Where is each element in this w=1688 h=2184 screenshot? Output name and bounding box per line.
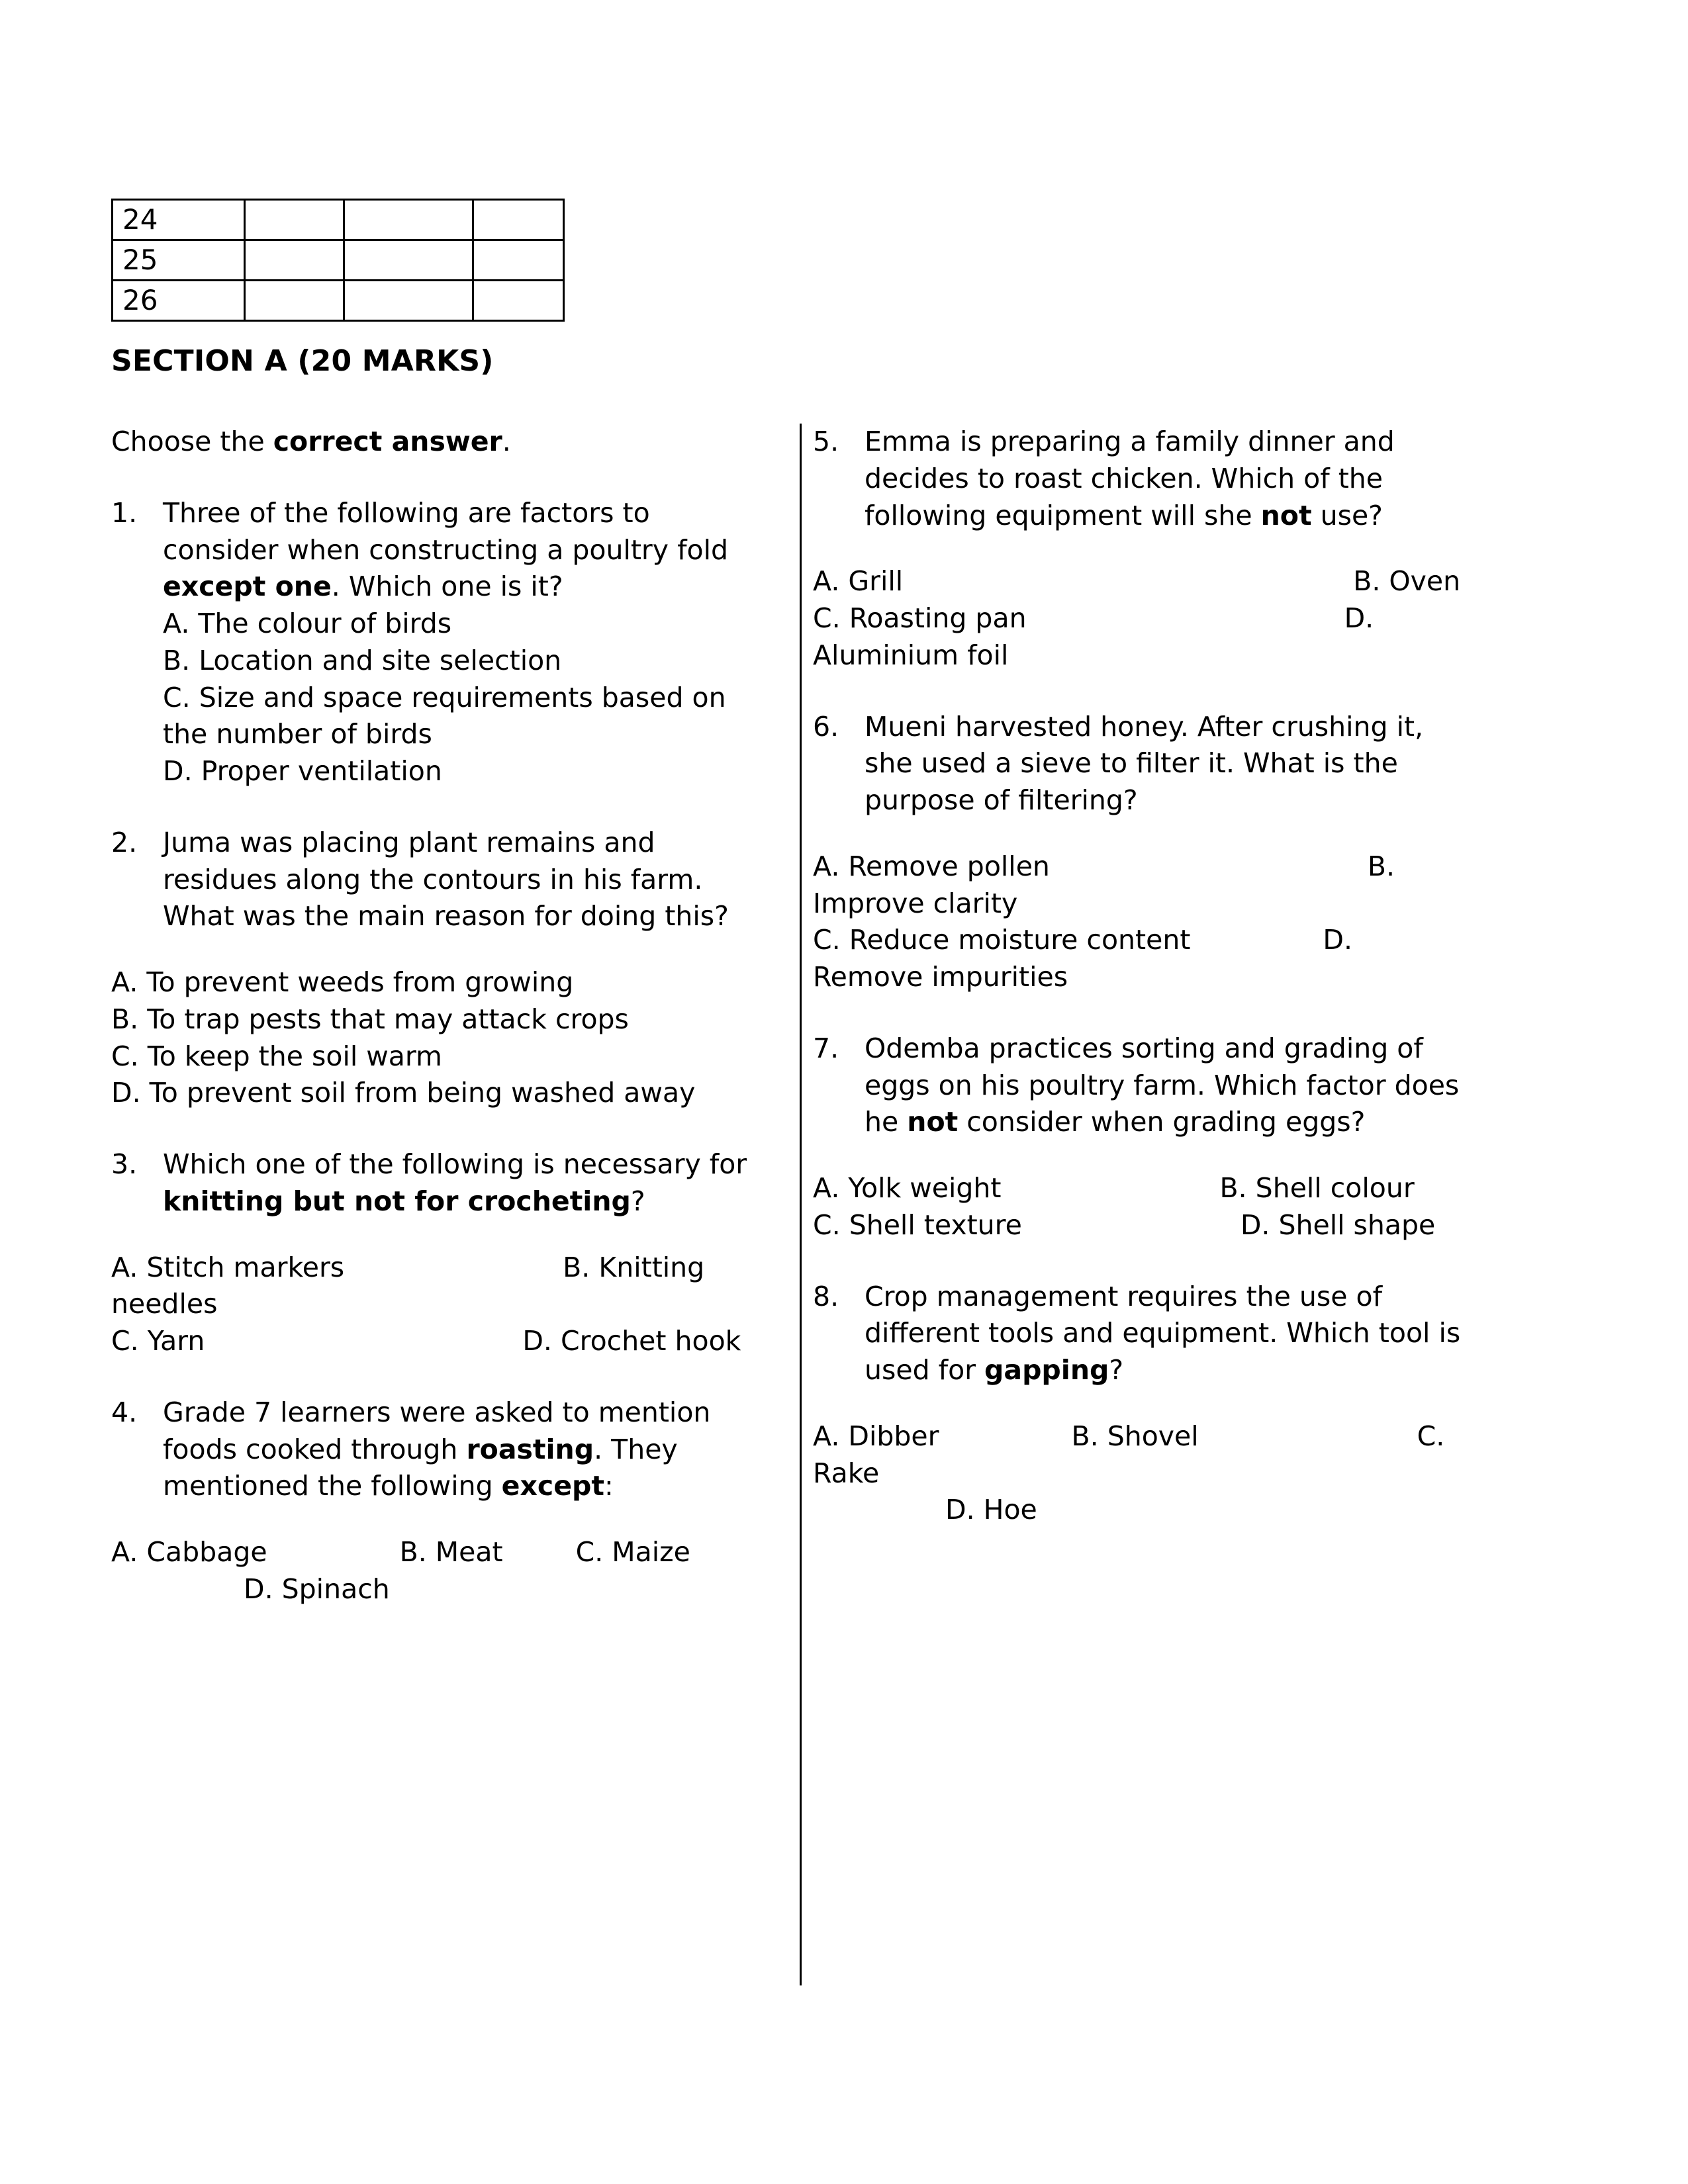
question-7 xyxy=(813,1030,1462,1244)
question-7-text-part2: consider when grading eggs? xyxy=(958,1106,1366,1138)
option-b[interactable]: B. Shell colour xyxy=(1219,1172,1415,1204)
question-6-options xyxy=(813,848,1462,996)
section-heading: SECTION A (20 MARKS) xyxy=(111,344,494,378)
option-row-cd xyxy=(813,922,1462,996)
option-row-ab xyxy=(813,848,1462,923)
column-divider xyxy=(800,424,802,1985)
table-cell-blank[interactable] xyxy=(245,240,344,281)
question-3-text-part1: Which one of the following is necessary for xyxy=(163,1148,747,1180)
option-c[interactable]: C. Shell texture xyxy=(813,1208,1022,1241)
question-6-number: 6. xyxy=(813,710,839,743)
question-5-text-part2: use? xyxy=(1311,499,1383,531)
question-4-text-part1: Grade 7 learners were asked to mention foods cooked through xyxy=(163,1396,711,1465)
option-d[interactable]: D. Hoe xyxy=(945,1494,1037,1526)
option-a[interactable]: A. Cabbage xyxy=(111,1536,267,1568)
option-d[interactable]: D. To prevent soil from being washed away xyxy=(111,1077,696,1109)
question-2-head xyxy=(111,825,767,935)
question-3-options xyxy=(111,1250,767,1360)
question-5 xyxy=(813,424,1462,674)
table-cell-blank[interactable] xyxy=(344,281,473,321)
table-cell-number[interactable]: 26 xyxy=(113,281,245,321)
option-b[interactable]: B. To trap pests that may attack crops xyxy=(111,1003,629,1035)
question-8-options xyxy=(813,1418,1462,1529)
option-b[interactable]: B. Shovel xyxy=(1071,1420,1199,1452)
question-4 xyxy=(111,1394,767,1608)
question-8-text-part2: ? xyxy=(1109,1354,1124,1386)
option-b[interactable]: B. Knitting needles xyxy=(111,1251,705,1320)
question-3-text-part2: ? xyxy=(630,1185,645,1217)
option-c[interactable]: C. Rake xyxy=(813,1420,1445,1489)
option-a[interactable]: A. Remove pollen xyxy=(813,850,1050,882)
option-c[interactable]: C. Roasting pan xyxy=(813,602,1027,634)
option-b[interactable]: B. Improve clarity xyxy=(813,850,1395,919)
question-8-head xyxy=(813,1279,1462,1389)
question-7-text xyxy=(865,1030,1462,1141)
option-row-ab xyxy=(813,1170,1462,1207)
option-d[interactable]: D. Aluminium foil xyxy=(813,602,1374,671)
option-c[interactable]: C. Yarn xyxy=(111,1325,205,1357)
question-3 xyxy=(111,1146,767,1360)
question-4-options xyxy=(111,1534,767,1608)
option-row-cd xyxy=(813,600,1462,674)
table-cell-blank[interactable] xyxy=(473,281,564,321)
table-cell-number[interactable]: 25 xyxy=(113,240,245,281)
question-2-options xyxy=(111,964,767,1112)
table-cell-blank[interactable] xyxy=(473,240,564,281)
answer-grid-table xyxy=(111,199,565,322)
option-row-d xyxy=(813,1492,1462,1529)
table-cell-blank[interactable] xyxy=(245,281,344,321)
question-8 xyxy=(813,1279,1462,1529)
option-a[interactable]: A. Yolk weight xyxy=(813,1172,1002,1204)
question-1-number: 1. xyxy=(111,496,138,529)
table-cell-blank[interactable] xyxy=(245,200,344,240)
option-a[interactable]: A. To prevent weeds from growing xyxy=(111,966,574,998)
left-column xyxy=(111,424,767,1608)
question-1-options xyxy=(163,606,767,790)
question-7-text-emphasis: not xyxy=(907,1106,959,1138)
option-d[interactable]: D. Spinach xyxy=(244,1572,390,1605)
instruction-suffix: . xyxy=(502,426,511,457)
option-d[interactable]: D. Crochet hook xyxy=(522,1325,741,1357)
option-b[interactable]: B. Oven xyxy=(1353,565,1461,598)
question-3-text xyxy=(163,1146,767,1220)
option-c[interactable]: C. Reduce moisture content xyxy=(813,924,1191,956)
option-d[interactable]: D. Remove impurities xyxy=(813,924,1353,993)
option-row-cd xyxy=(813,1207,1462,1244)
instruction-bold: correct answer xyxy=(273,426,502,457)
option-a[interactable]: A. The colour of birds xyxy=(163,608,452,639)
question-2 xyxy=(111,825,767,1112)
question-1-head xyxy=(111,495,767,606)
question-2-number: 2. xyxy=(111,826,138,858)
question-4-text xyxy=(163,1394,767,1505)
option-d[interactable]: D. Proper ventilation xyxy=(163,755,442,787)
question-5-text-part1: Emma is preparing a family dinner and decides to roast chicken. Which of the following equipment will she xyxy=(865,426,1395,531)
question-6-head xyxy=(813,709,1462,819)
question-4-text-emphasis1: roasting xyxy=(466,1433,594,1465)
question-8-text-part1: Crop management requires the use of different tools and equipment. Which tool is used for xyxy=(865,1280,1461,1386)
option-row-abc xyxy=(813,1418,1462,1492)
option-a[interactable]: A. Grill xyxy=(813,565,904,598)
question-1-text-emphasis: except one xyxy=(163,570,332,603)
question-3-number: 3. xyxy=(111,1148,138,1180)
question-2-text: Juma was placing plant remains and residues along the contours in his farm. What was the main reason for doing this? xyxy=(163,826,729,933)
option-row-abc xyxy=(111,1534,767,1571)
question-4-text-part3: : xyxy=(604,1470,614,1502)
question-1-text-part2: . Which one is it? xyxy=(331,570,563,603)
option-b[interactable]: B. Location and site selection xyxy=(163,644,562,676)
question-5-text-emphasis: not xyxy=(1260,499,1312,531)
question-4-text-emphasis2: except xyxy=(501,1470,604,1502)
question-5-number: 5. xyxy=(813,426,839,457)
question-7-head xyxy=(813,1030,1462,1141)
instruction-prefix: Choose the xyxy=(111,426,273,457)
table-cell-blank[interactable] xyxy=(473,200,564,240)
option-a[interactable]: A. Dibber xyxy=(813,1420,939,1452)
question-5-head xyxy=(813,424,1462,534)
table-row xyxy=(113,281,564,321)
question-5-text xyxy=(865,424,1462,534)
option-row-cd xyxy=(111,1323,767,1360)
question-4-number: 4. xyxy=(111,1396,138,1428)
table-cell-blank[interactable] xyxy=(344,200,473,240)
option-a[interactable]: A. Stitch markers xyxy=(111,1251,345,1283)
question-6-text: Mueni harvested honey. After crushing it, she used a sieve to filter it. What is the purpose of filtering? xyxy=(865,710,1424,816)
option-c[interactable]: C. To keep the soil warm xyxy=(111,1040,442,1072)
question-6 xyxy=(813,709,1462,996)
question-8-number: 8. xyxy=(813,1280,839,1312)
question-8-text-emphasis: gapping xyxy=(984,1354,1109,1386)
option-row-d xyxy=(111,1571,767,1608)
option-c[interactable]: C. Maize xyxy=(575,1536,690,1568)
table-cell-number[interactable]: 24 xyxy=(113,200,245,240)
question-8-text xyxy=(865,1279,1462,1389)
option-row-ab xyxy=(111,1250,767,1324)
table-row xyxy=(113,200,564,240)
instruction-line xyxy=(111,424,767,461)
question-4-text-part2: . They mentioned the following xyxy=(163,1433,678,1502)
option-b[interactable]: B. Meat xyxy=(399,1536,503,1568)
question-7-options xyxy=(813,1170,1462,1244)
question-5-options xyxy=(813,563,1462,674)
question-1-text-part1: Three of the following are factors to consider when constructing a poultry fold xyxy=(163,496,729,566)
question-1-text xyxy=(163,495,767,606)
question-4-head xyxy=(111,1394,767,1505)
option-row-ab xyxy=(813,563,1462,600)
table-row xyxy=(113,240,564,281)
question-1 xyxy=(111,495,767,790)
option-d[interactable]: D. Shell shape xyxy=(1240,1208,1436,1241)
question-7-number: 7. xyxy=(813,1032,839,1064)
question-3-head xyxy=(111,1146,767,1220)
option-c[interactable]: C. Size and space requirements based on the number of birds xyxy=(163,681,726,751)
table-cell-blank[interactable] xyxy=(344,240,473,281)
question-7-text-part1: Odemba practices sorting and grading of eggs on his poultry farm. Which factor does he xyxy=(865,1032,1460,1138)
right-column xyxy=(813,424,1462,1529)
question-3-text-emphasis: knitting but not for crocheting xyxy=(163,1185,631,1217)
